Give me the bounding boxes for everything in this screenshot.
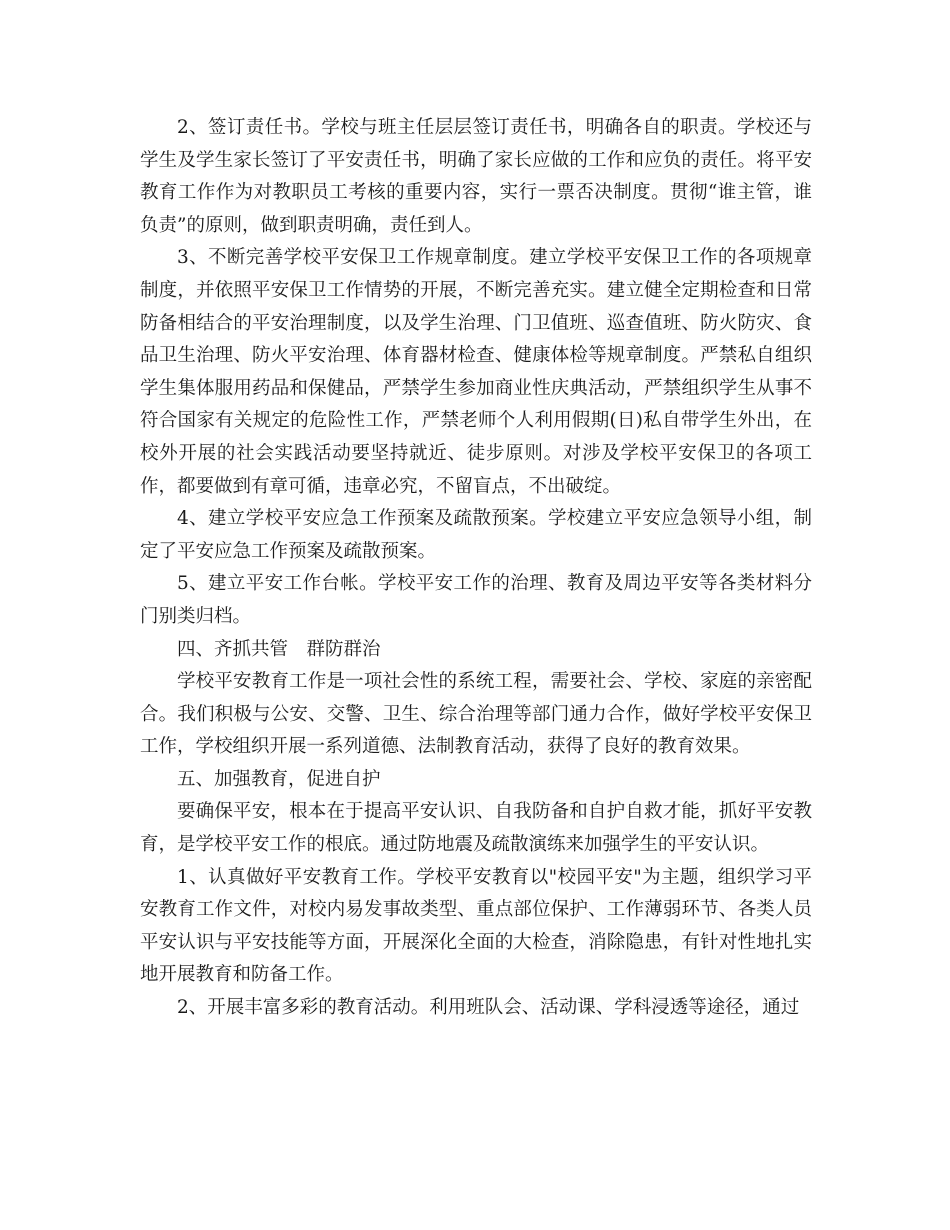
paragraph-item-3-regulations: 3、不断完善学校平安保卫工作规章制度。建立学校平安保卫工作的各项规章制度，并依照平安保卫工作情势的开展，不断完善充实。建立健全定期检查和日常防备相结合的平安治理制度，以及学生治理、门卫值班、巡查值班、防火防灾、食品卫生治理、防火平安治理、体育器材检查、健康体检等规章制度。严禁私自组织学生集体服用药品和保健品，严禁学生参加商业性庆典活动，严禁组织学生从事不符合国家有关规定的危险性工作，严禁老师个人利用假期(日)私自带学生外出，在校外开展的社会实践活动要坚持就近、徒步原则。对涉及学校平安保卫的各项工作，都要做到有章可循，违章必究，不留盲点，不出破绽。 <box>140 247 812 497</box>
document-page <box>140 112 812 1025</box>
paragraph-item-4-emergency-plan: 4、建立学校平安应急工作预案及疏散预案。学校建立平安应急领导小组，制定了平安应急工作预案及疏散预案。 <box>140 508 812 562</box>
paragraph-item-1-safety-education: 1、认真做好平安教育工作。学校平安教育以"校园平安"为主题，组织学习平安教育工作文件，对校内易发事故类型、重点部位保护、工作薄弱环节、各类人员平安认识与平安技能等方面，开展深化全面的大检查，消除隐患，有针对性地扎实地开展教育和防备工作。 <box>140 866 812 986</box>
paragraph-item-2-responsibility: 2、签订责任书。学校与班主任层层签订责任书，明确各自的职责。学校还与学生及学生家长签订了平安责任书，明确了家长应做的工作和应负的责任。将平安教育工作作为对教职员工考核的重要内容，实行一票否决制度。贯彻“谁主管，谁负责”的原则，做到职责明确，责任到人。 <box>140 117 812 236</box>
section-heading-4: 四、齐抓共管 群防群治 <box>177 638 381 660</box>
paragraph-item-5-ledger: 5、建立平安工作台帐。学校平安工作的治理、教育及周边平安等各类材料分门别类归档。 <box>140 573 812 627</box>
paragraph-section-5-intro: 要确保平安，根本在于提高平安认识、自我防备和自护自救才能，抓好平安教育，是学校平安工作的根底。通过防地震及疏散演练来加强学生的平安认识。 <box>140 801 812 856</box>
paragraph-section-4-body: 学校平安教育工作是一项社会性的系统工程，需要社会、学校、家庭的亲密配合。我们积极与公安、交警、卫生、综合治理等部门通力合作，做好学校平安保卫工作，学校组织开展一系列道德、法制教育活动，获得了良好的教育效果。 <box>140 671 812 758</box>
paragraph-item-2-activities: 2、开展丰富多彩的教育活动。利用班队会、活动课、学科浸透等途径，通过 <box>177 997 800 1019</box>
section-heading-5: 五、加强教育，促进自护 <box>177 768 381 790</box>
